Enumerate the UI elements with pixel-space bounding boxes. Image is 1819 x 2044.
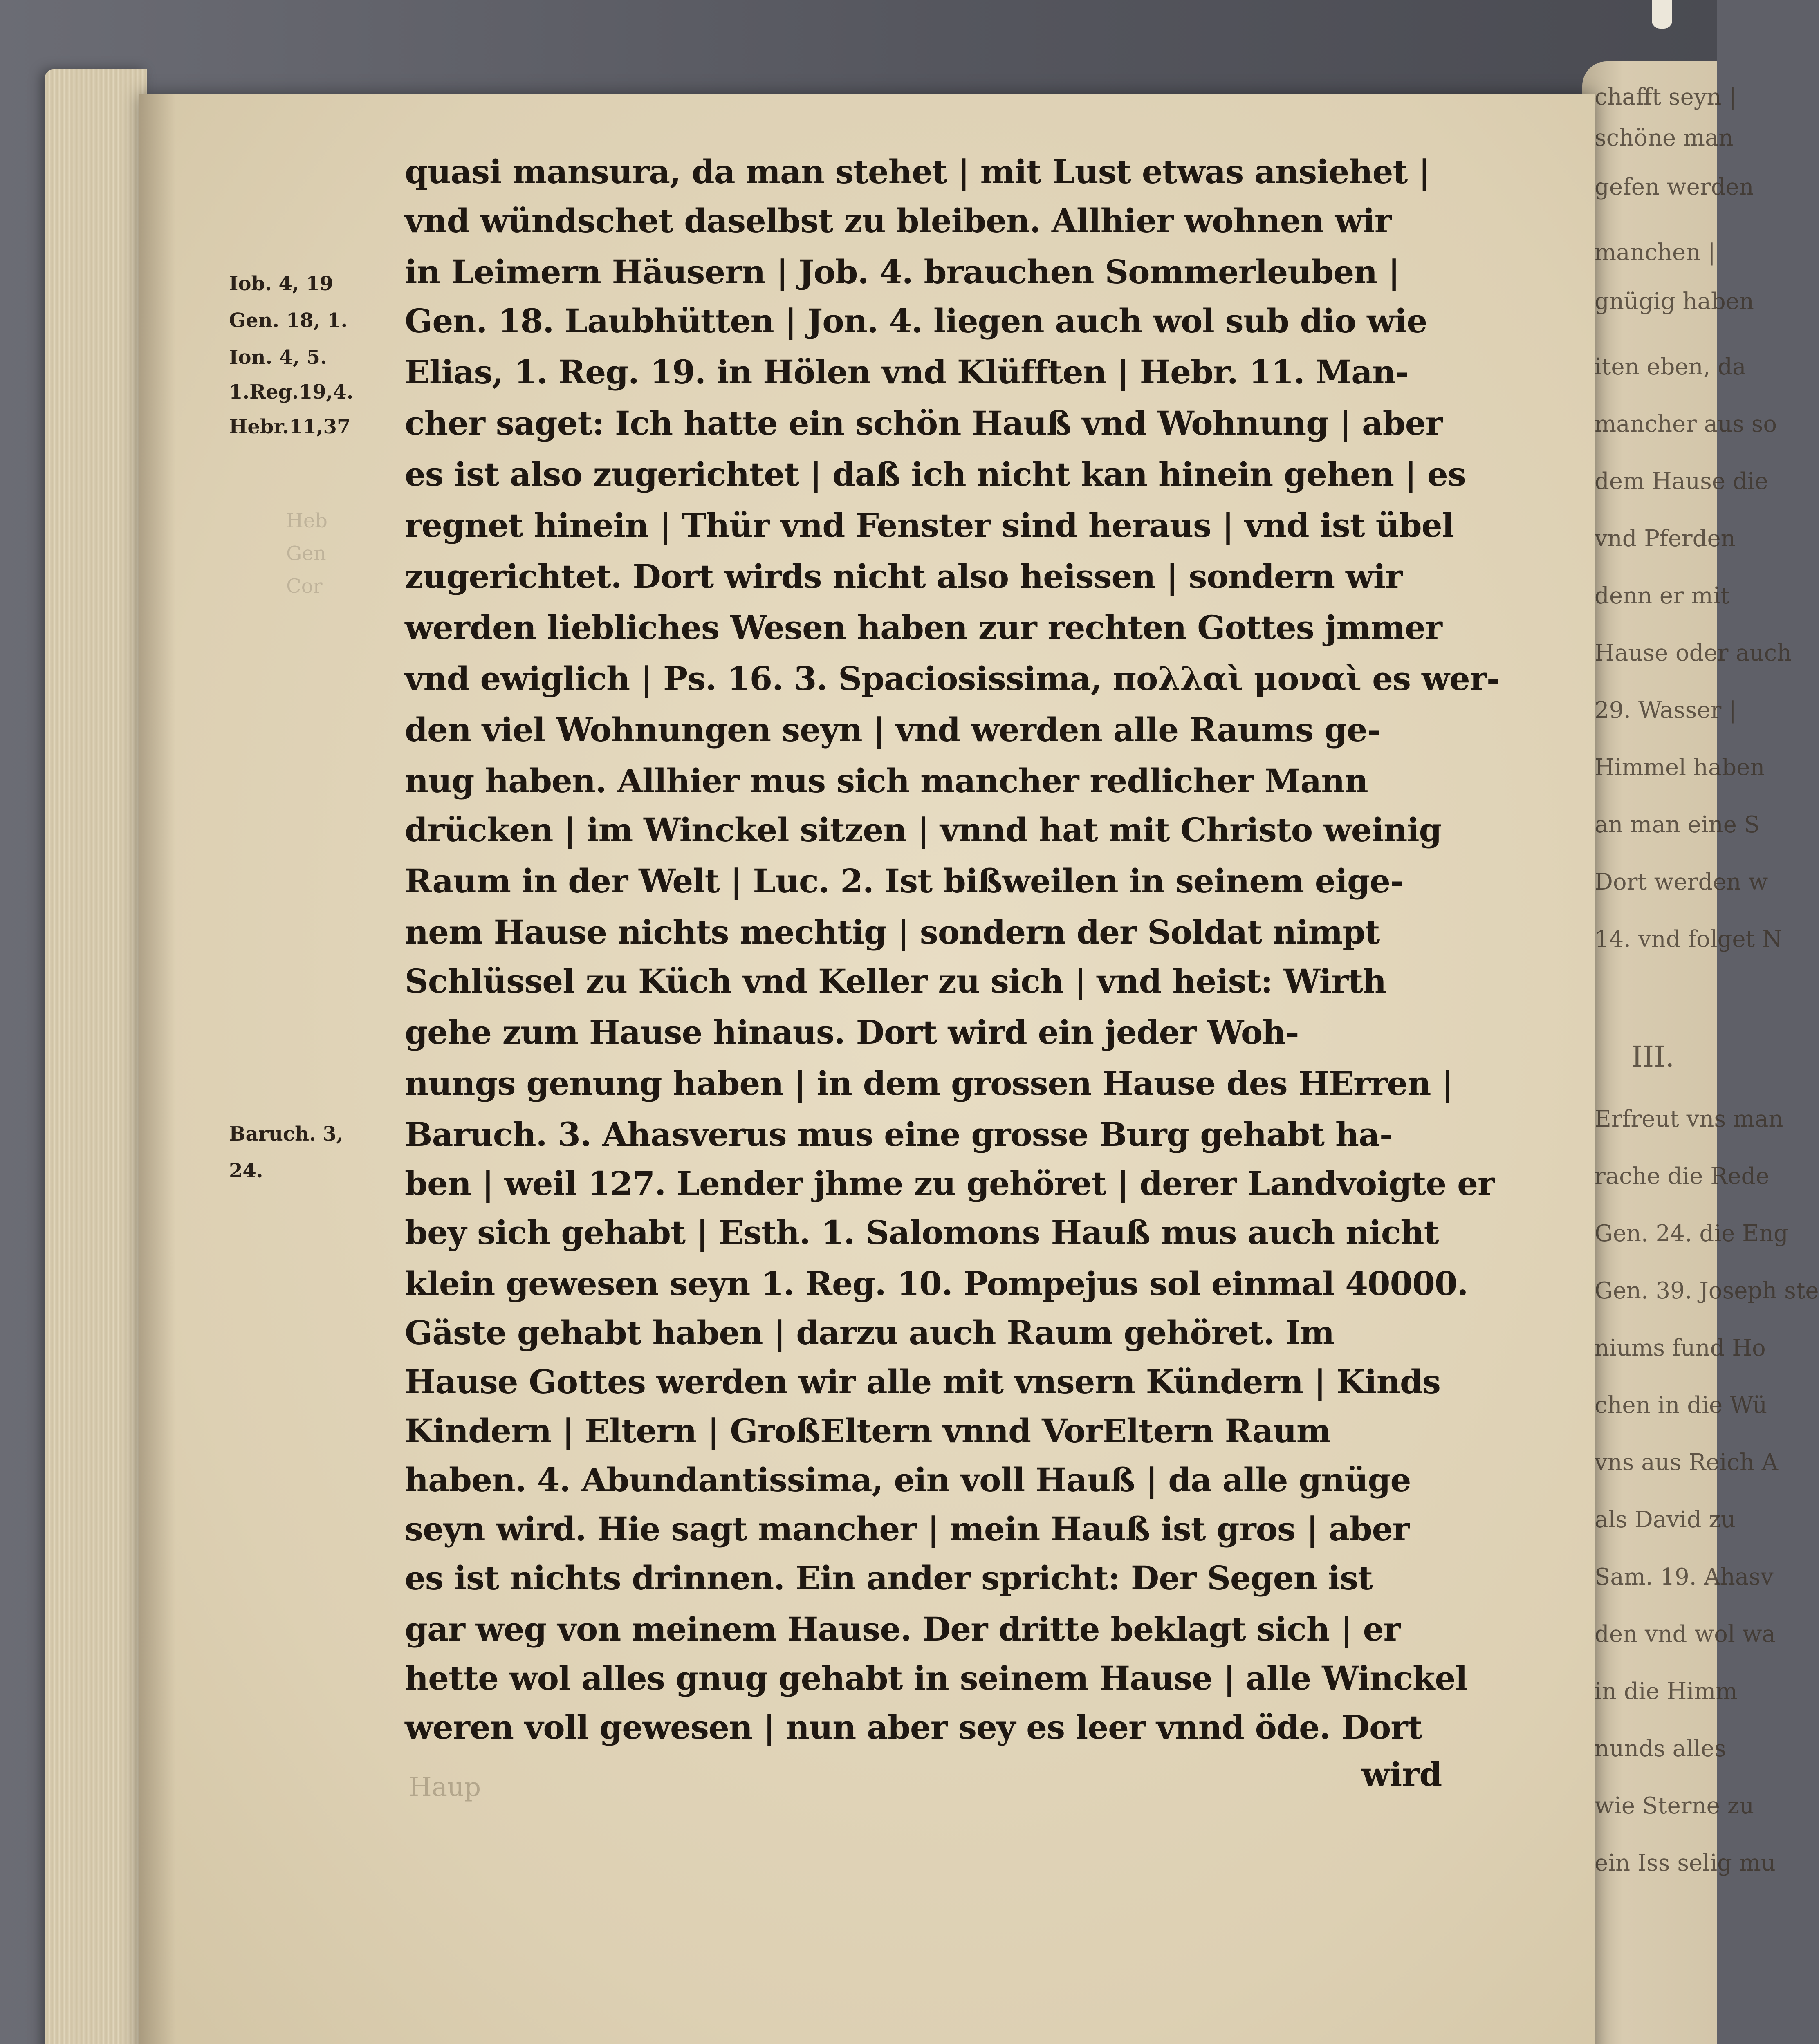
facing-page-line: den vnd wol wa xyxy=(1595,1621,1776,1647)
faint-show-through-word: Haup xyxy=(409,1772,481,1802)
facing-page-line: 14. vnd folget N xyxy=(1595,926,1782,953)
text-line: werden liebliches Wesen haben zur rechten Gottes jmmer xyxy=(405,608,1442,647)
marginal-reference: 24. xyxy=(229,1159,263,1182)
facing-page-line: an man eine S xyxy=(1595,811,1760,838)
gutter-shadow xyxy=(139,94,176,2044)
text-line: vnd wündschet daselbst zu bleiben. Allhier wohnen wir xyxy=(405,202,1392,240)
facing-page-line: Gen. 24. die Eng xyxy=(1595,1220,1788,1247)
text-line: vnd ewiglich | Ps. 16. 3. Spaciosissima, πολλαὶ μοναὶ es wer- xyxy=(405,659,1500,698)
bleed-through-text: Cor xyxy=(286,575,323,598)
facing-page-line: ein Iss selig mu xyxy=(1595,1850,1776,1876)
text-line: hette wol alles gnug gehabt in seinem Hause | alle Winckel xyxy=(405,1659,1467,1697)
text-line: es ist also zugerichtet | daß ich nicht kan hinein gehen | es xyxy=(405,455,1466,493)
marginal-reference: Iob. 4, 19 xyxy=(229,272,334,295)
facing-page-line: vnd Pferden xyxy=(1595,525,1736,552)
text-line: Kindern | Eltern | GroßEltern vnnd VorEltern Raum xyxy=(405,1412,1331,1450)
facing-page-line: nunds alles xyxy=(1595,1735,1726,1762)
text-line: ben | weil 127. Lender jhme zu gehöret | derer Landvoigte er xyxy=(405,1164,1495,1203)
facing-page-line: dem Hause die xyxy=(1595,468,1768,495)
marginal-reference: Gen. 18, 1. xyxy=(229,309,348,332)
text-line: seyn wird. Hie sagt mancher | mein Hauß ist gros | aber xyxy=(405,1510,1409,1548)
text-line: Baruch. 3. Ahasverus mus eine grosse Burg gehabt ha- xyxy=(405,1115,1393,1154)
text-line: den viel Wohnungen seyn | vnd werden alle Raums ge- xyxy=(405,710,1380,749)
facing-page-line: Erfreut vns man xyxy=(1595,1106,1783,1132)
bookmark-ribbon xyxy=(1652,0,1672,29)
text-line: Schlüssel zu Küch vnd Keller zu sich | vnd heist: Wirth xyxy=(405,962,1386,1000)
catchword: wird xyxy=(1361,1755,1442,1793)
facing-page-line: Hause oder auch xyxy=(1595,640,1792,666)
facing-page-line: wie Sterne zu xyxy=(1595,1793,1754,1819)
facing-page-line: Sam. 19. Ahasv xyxy=(1595,1564,1774,1590)
text-line: in Leimern Häusern | Job. 4. brauchen Sommerleuben | xyxy=(405,253,1400,291)
facing-page-line: iten eben, da xyxy=(1595,354,1746,380)
text-line: Gäste gehabt haben | darzu auch Raum gehöret. Im xyxy=(405,1313,1335,1352)
text-line: bey sich gehabt | Esth. 1. Salomons Hauß mus auch nicht xyxy=(405,1213,1439,1252)
text-line: cher saget: Ich hatte ein schön Hauß vnd Wohnung | aber xyxy=(405,404,1442,442)
text-line: Raum in der Welt | Luc. 2. Ist bißweilen in seinem eige- xyxy=(405,862,1404,900)
text-line: nungs genung haben | in dem grossen Hause des HErren | xyxy=(405,1064,1453,1103)
facing-page-line: denn er mit xyxy=(1595,583,1730,609)
text-line: Hause Gottes werden wir alle mit vnsern Kündern | Kinds xyxy=(405,1363,1440,1401)
marginal-reference: Ion. 4, 5. xyxy=(229,346,327,369)
facing-page-line: schöne man xyxy=(1595,125,1734,151)
facing-page-line: Gen. 39. Joseph ste xyxy=(1595,1278,1819,1304)
marginal-reference: 1.Reg.19,4. xyxy=(229,381,354,403)
bleed-through-text: Heb xyxy=(286,509,327,532)
facing-page-line: gefen werden xyxy=(1595,174,1754,200)
facing-page-line: Dort werden w xyxy=(1595,869,1768,895)
facing-page-line: gnügig haben xyxy=(1595,288,1754,315)
text-line: klein gewesen seyn 1. Reg. 10. Pompejus sol einmal 40000. xyxy=(405,1264,1468,1303)
text-line: nem Hause nichts mechtig | sondern der Soldat nimpt xyxy=(405,913,1380,951)
facing-page-line: rache die Rede xyxy=(1595,1163,1770,1190)
text-line: weren voll gewesen | nun aber sey es leer vnnd öde. Dort xyxy=(405,1708,1422,1746)
facing-page-line: 29. Wasser | xyxy=(1595,697,1736,724)
facing-page-line: mancher aus so xyxy=(1595,411,1777,437)
facing-page-line: chafft seyn | xyxy=(1595,84,1737,110)
facing-page xyxy=(1582,61,1819,2044)
facing-page-line: niums fund Ho xyxy=(1595,1335,1766,1361)
bleed-through-text: Gen xyxy=(286,542,326,565)
text-line: gar weg von meinem Hause. Der dritte beklagt sich | er xyxy=(405,1610,1400,1648)
text-line: es ist nichts drinnen. Ein ander spricht: Der Segen ist xyxy=(405,1559,1373,1597)
facing-page-line: manchen | xyxy=(1595,239,1716,266)
text-line: haben. 4. Abundantissima, ein voll Hauß | da alle gnüge xyxy=(405,1461,1411,1499)
text-line: Elias, 1. Reg. 19. in Hölen vnd Klüfften | Hebr. 11. Man- xyxy=(405,353,1409,391)
text-line: drücken | im Winckel sitzen | vnnd hat mit Christo weinig xyxy=(405,811,1442,849)
page-block-edge xyxy=(45,69,147,2044)
facing-page-line: chen in die Wü xyxy=(1595,1392,1767,1419)
text-line: quasi mansura, da man stehet | mit Lust etwas ansiehet | xyxy=(405,152,1430,191)
facing-page-line: III. xyxy=(1631,1040,1675,1074)
marginal-reference: Baruch. 3, xyxy=(229,1123,343,1145)
text-line: regnet hinein | Thür vnd Fenster sind heraus | vnd ist übel xyxy=(405,506,1454,545)
marginal-reference: Hebr.11,37 xyxy=(229,415,351,438)
text-line: nug haben. Allhier mus sich mancher redlicher Mann xyxy=(405,762,1368,800)
text-line: Gen. 18. Laubhütten | Jon. 4. liegen auch wol sub dio wie xyxy=(405,302,1427,340)
facing-page-line: Himmel haben xyxy=(1595,754,1765,781)
facing-page-line: in die Himm xyxy=(1595,1678,1738,1705)
facing-page-line: vns aus Reich A xyxy=(1595,1449,1779,1476)
text-line: zugerichtet. Dort wirds nicht also heissen | sondern wir xyxy=(405,557,1402,596)
text-line: gehe zum Hause hinaus. Dort wird ein jeder Woh- xyxy=(405,1013,1299,1051)
facing-page-line: als David zu xyxy=(1595,1506,1736,1533)
